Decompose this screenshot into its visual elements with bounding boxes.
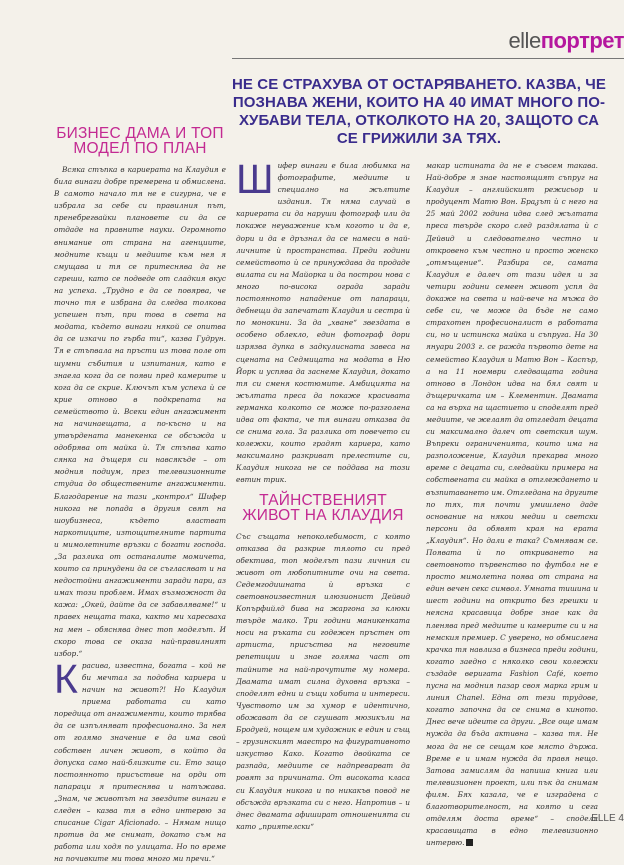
dropcap-paragraph-text: ифер винаги е била любимка на фотографите, медиите и специално на жълтите издания. Тя няма случай в кариерата си да наруши фотограф или да покаже неуважение към когото и да е, дори и да е дръзнал да се намеси в най-личните ѝ пространства. Преди години семейството ѝ се принуждава да продаде вилата си на Майорка и да построи нова с много по-висока ограда заради постоянното нападение от папараци, дебнещи да запечатат Клаудия и сестра ѝ по монокини. За да „хване“ звездата в особено облекло, един фотограф дори изрязва дупка в задкулисната завеса на сцената на Седмицата на модата в Ню Йорк и успява да заснеме Клаудия, докато тя си сменя костюмите. Амбицията на жълтата преса да покаже красивата германка колкото се може по-разголена идва от факта, че тя винаги отказва да се снима гола. За разлика от повечето си колежки, които градят кариера, като максимално разкриват прелестите си, Клаудия никога не се поддава на този евтин трик. (236, 161, 410, 485)
page-folio: ELLE 4 (591, 813, 624, 824)
section-heading-mystery: ТАЙНСТВЕНИЯТ ЖИВОТ НА КЛАУДИЯ (242, 491, 404, 524)
section-heading-business: БИЗНЕС ДАМА И ТОП МОДЕЛ ПО ПЛАН (56, 125, 224, 157)
drop-cap: К (54, 655, 78, 702)
section-tag (508, 30, 624, 52)
body-paragraph: Всяка стъпка в кариерата на Клаудия е била винаги добре премерена и обмислена. В самото начало тя не е сигурна, че е избрала за себе си правилния път, пренебрегвайки плановете си да се отдаде на правните науки. Огромното внимание от страна на агенциите, модните къщи и медиите към нея я смущава и тя се притеснява да не сгреши, като се подведе от сладкия вкус на успеха. „Трудно е да се повярва, че точно тя е избрана да следва толкова успешен път, при това в света на модата, където винаги някой се опитва да се изкачи по гърба ти“, казва Гудрун. Тя е стъпвала на пръсти из това поле от шумни събития и изпитания, като е знаела кога да се появи пред камерите и кога да се скрие. Ключът към успеха ѝ се крие отново в подкрепата на семейството ѝ. Всеки един ангажимент на начинаещата, а по-късно и на утвърдената манекенка се обсъжда и одобрява от майка ѝ. Тя стъпва като сянка на дъщеря си навсякъде – от модния подиум, през телевизионните студиа до обществените ангажименти. Благодарение на тази „контрол“ Шифер никога не попада в другия свят на шоубизнеса, където властват наркотиците, изтощителните партита и мимолетните връзки с богати господа. „За разлика от останалите момичета, които са принудени да се съгласяват и на недостойни ангажименти заради пари, аз имах този проблем. Имах възможност да кажа: „Окей, дайте да се забавляваме!“ и правех нещата така, както ми харесваха на мен – обяснява днес топ моделът. И скоро това се оказа най-правилният избор.“ (54, 165, 226, 658)
column-1 (54, 120, 226, 865)
column-2 (236, 156, 410, 833)
pull-quote: НЕ СЕ СТРАХУВА ОТ ОСТАРЯВАНЕТО. КАЗВА, ЧЕ ПОЗНАВА ЖЕНИ, КОИТО НА 40 ИМАТ МНОГО ПО-ХУБАВИ ТЕЛА, ОТКОЛКОТО НА 20, ЗАЩОТО СА СЕ ГРИЖИЛИ ЗА ТЯХ. (232, 76, 606, 147)
column-3 (426, 160, 598, 849)
body-paragraph-text: макар истината да не е съвсем такава. Най-добре я знае настоящият съпруг на Клаудия – английският режисьор и продуцент Матю Вон. Браკът ѝ с него на 25 май 2002 година идва след жълтата преса твърде скоро след раздялата ѝ с Дейвид и следователно честно и откровено към честно и просто женско „отмъщение“. Разбира се, самата Клаудия е далеч от тази идея и за четири години семеен живот успя да докаже на света и най-вече на мъжа до себе си, че може да бъде не само страхотен професионалист в работата си, но и истинска майка и съпруга. На 30 януари 2003 г. се ражда първото дете на семейство Клаудия и Матю Вон – Каспър, а на 11 ноември следващата година отново в Лондон идва на бял свят и дъщеричката им – Клементин. Двамата са на върха на щастието и споделят пред медиите, че желаят да отгледат децата си максимално далеч от светския шум. Въпреки ограниченията, които има на разположение, Клаудия прекарва много време с децата си, следвайки примера на собствената си майка в отглеждането и възпитаването им. Отгледана на другите по тях, тя почти умишлено даде основание на някои медии и светски персони да обявят края на ерата „Клаудия“. Но дали е така? Съмнявам се. Появата ѝ по откриването на световното първенство по футбол не е просто мимолетна поява от страна на един вечен секс символ. Умната тишина и шест години на открито без грешки и неясна красавица добре знае как да пленява пред медиите и камерите си и на немския премиер. С уверено, но обмислена крачка тя навлиза в бизнеса преди години, когато заедно с няколко свои колежки създаде веригата Fashion Café, което пусна на модния пазар своя марка грим и линия Chanel. Една от тези трудове, когато започна да се снима в киното. Днес вече идеите са други. „Все още имам нужда да бъда активна – казва тя. Не мога да не се сещам кое място държа. Време е и имам нужда да правя нещо. Затова замислям да напиша книга или телевизионен проект, или пък да снимам филм. Бях казала, че е изградена с благотворителност, на която и сега отделям доста време“ – споделя красавицата в едно телевизионно интервю. (426, 161, 598, 848)
drop-cap: Ш (236, 156, 274, 202)
end-mark (466, 839, 473, 846)
body-paragraph-dropcap (236, 156, 410, 487)
dropcap-paragraph-text: расива, известна, богата – кой не би мечтал за подобна кариера и начин на живот?! Но Клаудия приема работата си като поредица от ангажименти, които трябва да се изпълняват професионално. За нея от голямо значение е да има свой собствен личен живот, в който да допуска само най-близките си. Ето защо постоянното присъствие на орди от папараци я притеснява и натъжава. „Знам, че животът на звездите винаги е следен – казва тя в едно интервю за списание Cigar Aficionado. – Нямам нищо против да ме снимат, докато съм на работа или ходя по улицата. Но по време на почивките ми това много ми пречи.“ (54, 660, 226, 864)
body-paragraph: Със същата непоколебимост, с която отказва да разкрие тялото си пред обектива, топ моделът пази личния си живот от любопитните очи на света. Седемгодишната ѝ връзка с световноизвестния илюзионист Дейвид Копърфийлд бива на жаргона за клюки твърде малко. Три години маникенката носи на ръката си годежен пръстен от артиста, присъства на неговите репетиции и знае голяма част от тайните на най-прочутите му номера. Двамата имат силна духовна връзка – споделят едни и същи хобита и интереси. Чувството им за хумор е идентично, обожават да се сгушват мюзикъли на Бродуей, нощем им художник е един и същ – грузинският маестро на фигуративното изкуство Како. Когато двойката се разпада, медиите се надпреварват да ровят за причината. От високата класа си Клаудия никога и по никакъв повод не обсъжда връзката си с него. Напротив – и днес двамата афишират отношенията си като „приятелски“ (236, 531, 410, 831)
header-rule (232, 58, 624, 59)
body-paragraph-dropcap (54, 655, 226, 865)
body-paragraph (426, 160, 598, 849)
magazine-brand: elle (508, 28, 541, 53)
section-name: портрет (540, 28, 624, 53)
